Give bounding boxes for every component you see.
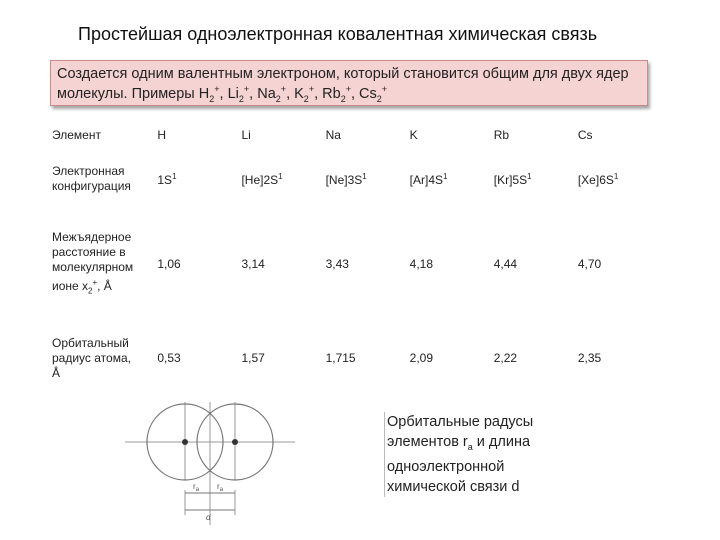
table-row-config [52,150,662,208]
table-row-elements [52,120,662,150]
orbital-na: 1,715 [325,351,356,365]
ion-examples [199,86,387,102]
row-label-orbital: Орбитальный радиус атома, Å [52,335,131,380]
r-left-label: $r_a$ [193,482,200,493]
orbital-h: 0,53 [157,351,181,365]
config-li: $[He]2S^1$ [241,171,283,187]
config-k: $[Ar]4S^1$ [409,171,448,187]
table-row-orbital [52,320,662,396]
config-na: $[Ne]3S^1$ [325,171,367,187]
orbital-rb: 2,22 [493,351,518,365]
element-na: Na [325,128,341,142]
internuclear-li: 3,14 [241,257,265,271]
row-label-internuclear: Межъядерное расстояние в молекулярном ионе $х_2^+$, Å [52,229,134,296]
ion-example: $Cs_2^+$ [359,84,388,104]
definition-line-2: молекулы. Примеры $H_2^+$, $Li_2^+$, $Na_2^+$, $K_2^+$, $Rb_2^+$, $Cs_2^+$ [57,84,388,104]
row-label-element: Элемент [52,127,101,142]
internuclear-rb: 4,44 [493,257,518,271]
internuclear-k: 4,18 [409,257,434,271]
orbital-li: 1,57 [241,351,265,365]
definition-box [50,60,648,106]
element-cs: Cs [577,128,593,142]
left-nucleus [182,439,188,445]
r-right-label: $r_a$ [217,482,224,493]
slide-title: Простейшая одноэлектронная ковалентная химическая связь [78,24,598,44]
element-k: K [409,128,418,142]
orbital-overlap-diagram [125,400,295,530]
row-label-config: Электронная конфигурация [52,164,131,193]
internuclear-cs: 4,70 [577,257,602,271]
right-nucleus [232,439,238,445]
element-li: Li [241,128,251,142]
element-rb: Rb [493,128,510,142]
internuclear-na: 3,43 [325,257,349,271]
d-label: d [206,513,211,522]
properties-table [52,120,662,396]
orbital-k: 2,09 [409,351,434,365]
config-rb: $[Kr]5S^1$ [493,171,532,187]
config-cs: $[Xe]6S^1$ [577,171,619,187]
ion-example: $Rb_2^+$, [322,84,360,104]
ion-example: $Li_2^+$, [227,84,258,104]
config-h: $1S^1$ [157,171,177,187]
ion-example: $Na_2^+$, [257,84,295,104]
definition-line-1: Создается одним валентным электроном, который становится общим для двух ядер [57,66,629,82]
element-h: H [157,128,167,142]
orbital-cs: 2,35 [577,351,602,365]
internuclear-h: 1,06 [157,257,181,271]
table-row-internuclear [52,208,662,320]
diagram-caption: Орбитальные радусы элементов $r_a$ и длина одноэлектронной химической связи d [384,412,607,497]
ion-example: $K_2^+$, [294,84,323,104]
ion-example: $H_2^+$, [198,84,228,104]
